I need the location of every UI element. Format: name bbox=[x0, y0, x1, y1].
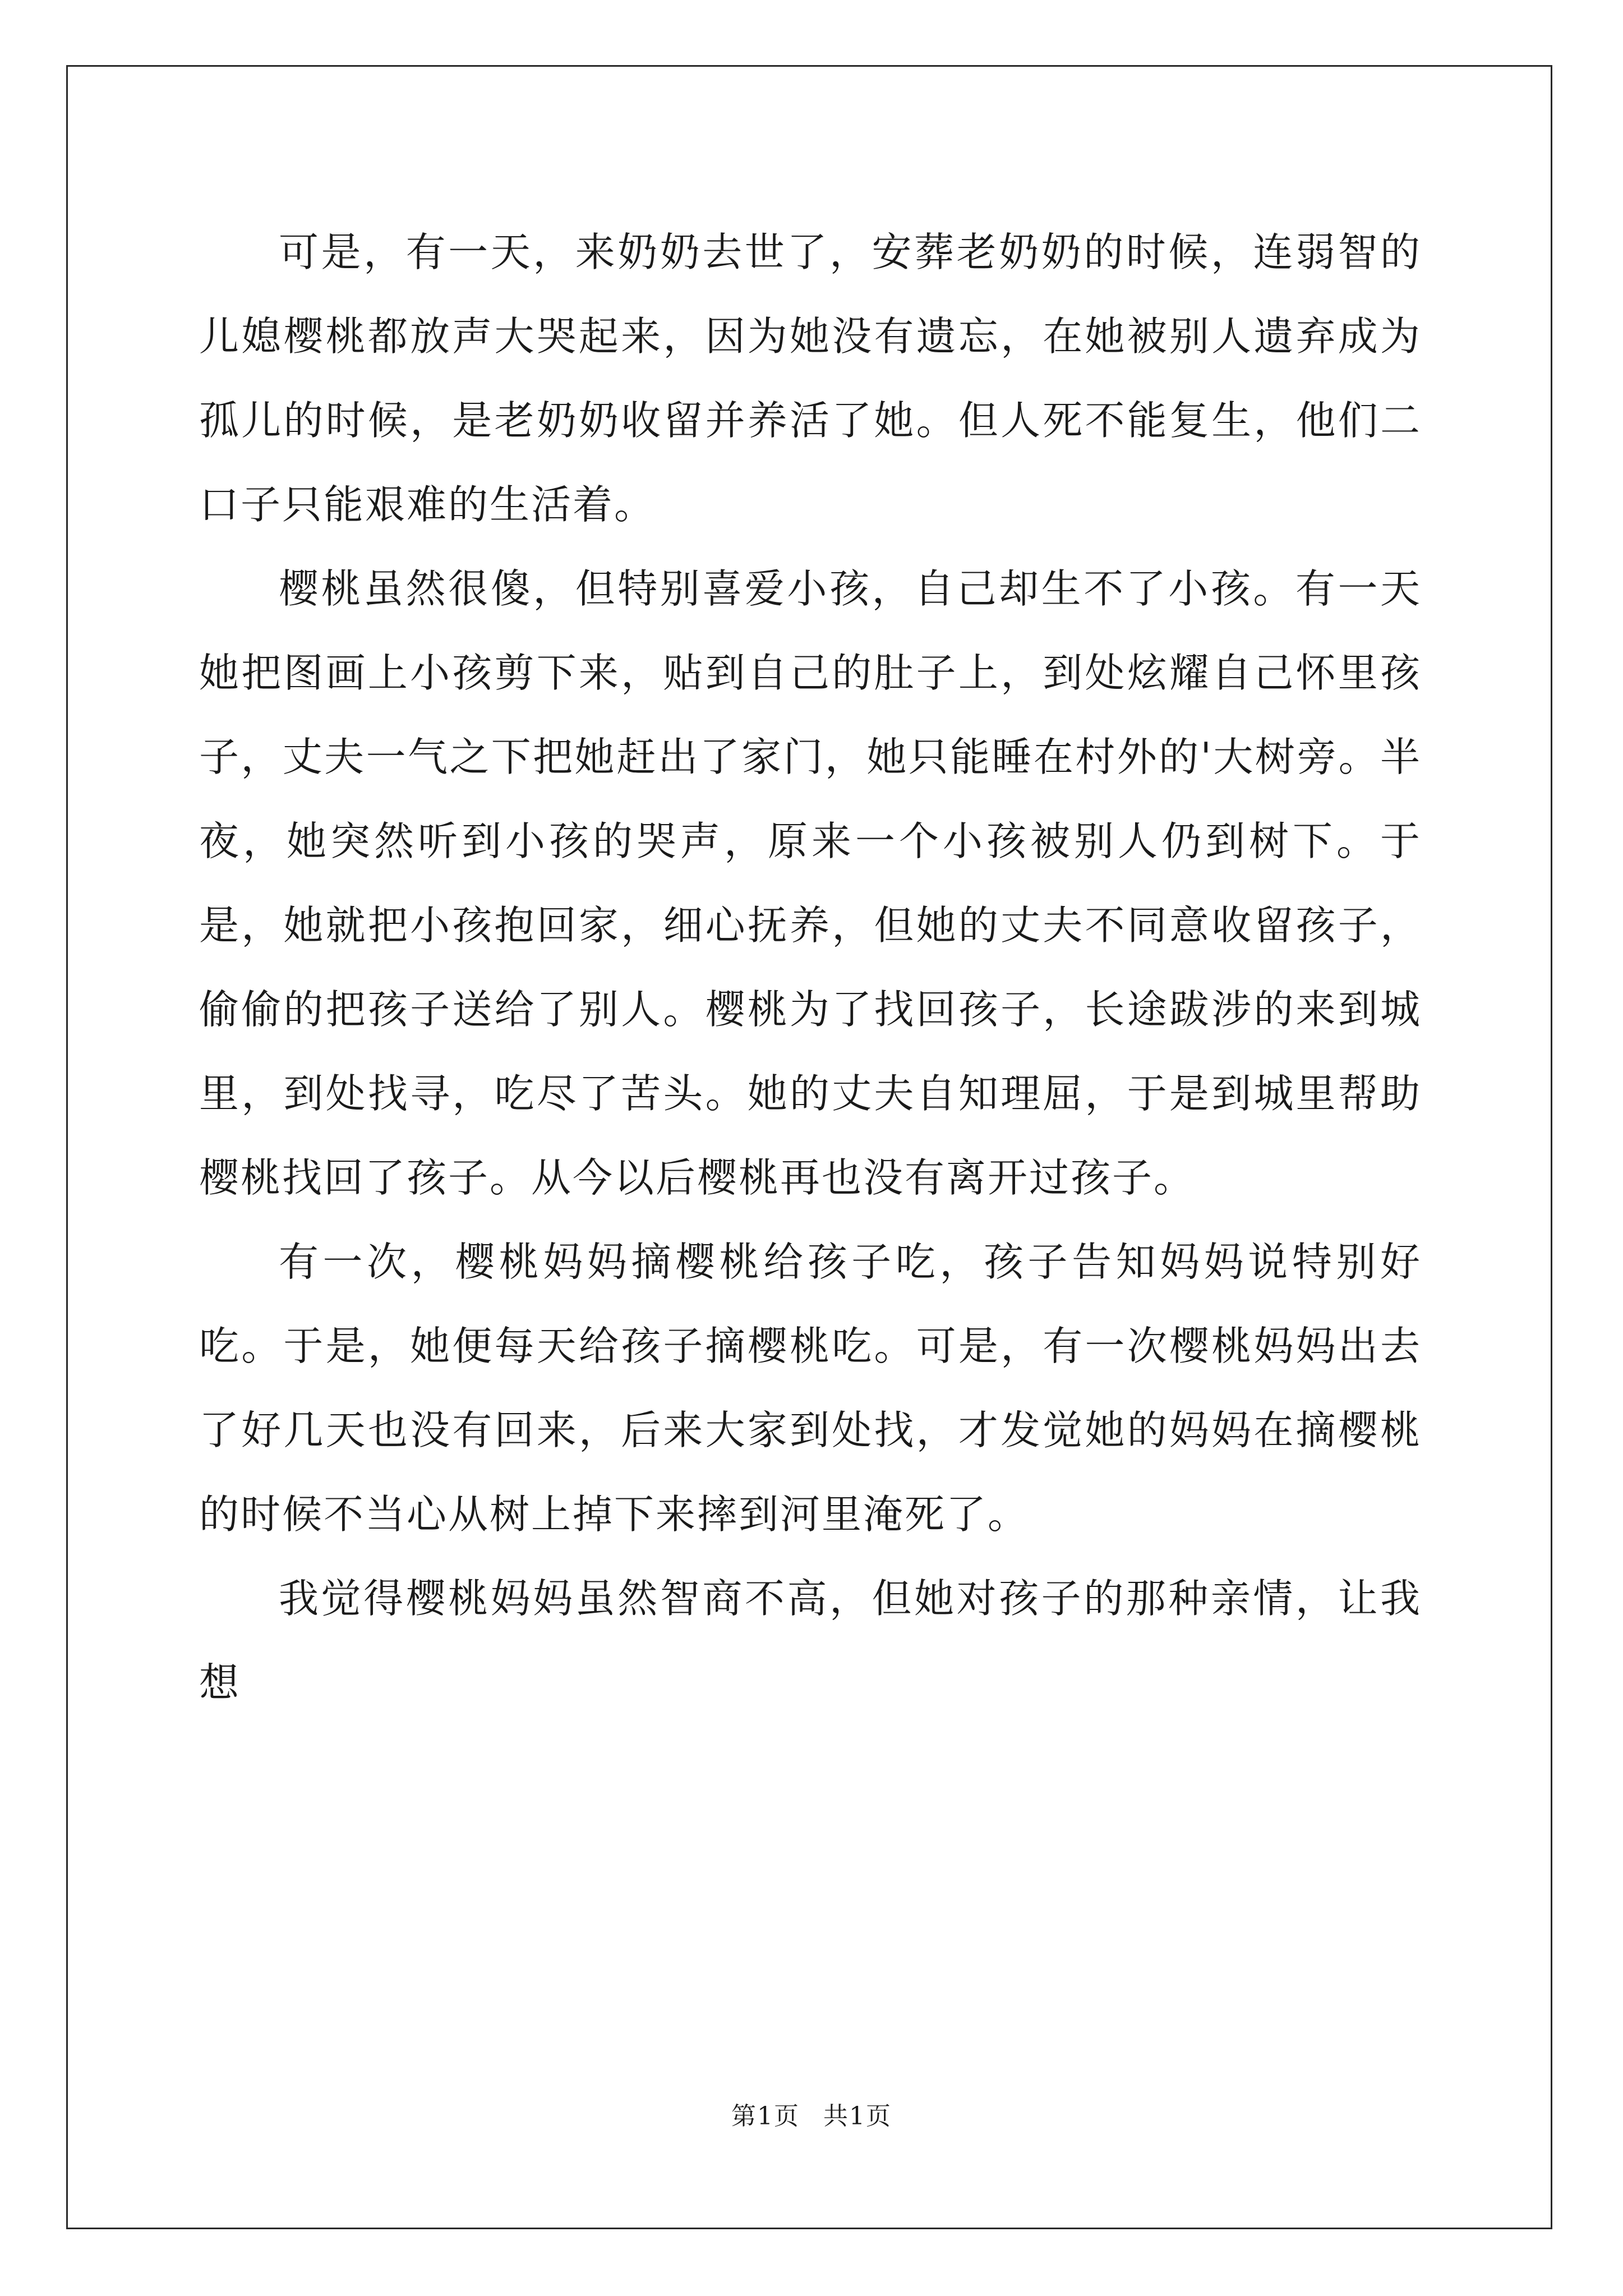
paragraph-3: 有一次，樱桃妈妈摘樱桃给孩子吃，孩子告知妈妈说特别好吃。于是，她便每天给孩子摘樱桃吃。可是，有一次樱桃妈妈出去了好几天也没有回来，后来大家到处找，才发觉她的妈妈在摘樱桃的时候不当心从树上掉下来摔到河里淹死了。 bbox=[199, 1239, 1422, 1538]
paragraph-4: 我觉得樱桃妈妈虽然智商不高，但她对孩子的那种亲情，让我想 bbox=[199, 1575, 1422, 1706]
paragraph-1: 可是，有一天，来奶奶去世了，安葬老奶奶的时候，连弱智的儿媳樱桃都放声大哭起来，因为她没有遗忘，在她被别人遗弃成为孤儿的时候，是老奶奶收留并养活了她。但人死不能复生，他们二口子只能艰难的生活着。 bbox=[199, 229, 1422, 528]
paragraph-2: 樱桃虽然很傻，但特别喜爱小孩，自己却生不了小孩。有一天她把图画上小孩剪下来，贴到自己的肚子上，到处炫耀自己怀里孩子，丈夫一气之下把她赶出了家门，她只能睡在村外的'大树旁。半夜，她突然听到小孩的哭声，原来一个小孩被别人仍到树下。于是，她就把小孩抱回家，细心抚养，但她的丈夫不同意收留孩子，偷偷的把孩子送给了别人。樱桃为了找回孩子，长途跋涉的来到城里，到处找寻，吃尽了苦头。她的丈夫自知理屈，于是到城里帮助樱桃找回了孩子。从今以后樱桃再也没有离开过孩子。 bbox=[199, 565, 1422, 1201]
page-number: 第1页 bbox=[731, 2102, 800, 2131]
page-total: 共1页 bbox=[823, 2102, 892, 2131]
page-footer bbox=[0, 2096, 1623, 2132]
document-body bbox=[199, 210, 1422, 1725]
